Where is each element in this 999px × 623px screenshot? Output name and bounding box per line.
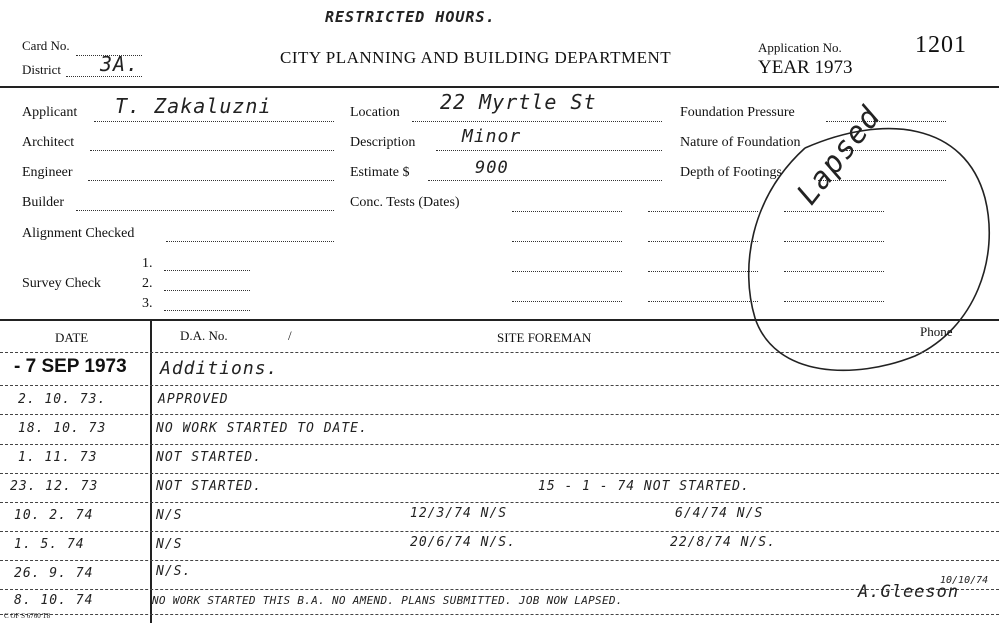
row-line bbox=[0, 352, 999, 353]
conc-line-2 bbox=[512, 241, 622, 242]
col-date: DATE bbox=[55, 330, 89, 345]
row-entry: N/S. bbox=[156, 564, 192, 579]
survey-3: 3. bbox=[142, 296, 153, 311]
engineer-line bbox=[88, 180, 334, 181]
location-line bbox=[412, 121, 662, 122]
applicant-label: Applicant bbox=[22, 105, 78, 120]
row-line bbox=[0, 444, 999, 445]
row-line bbox=[0, 589, 999, 590]
description-label: Description bbox=[350, 135, 416, 150]
architect-label: Architect bbox=[22, 135, 75, 150]
row-date: - 7 SEP 1973 bbox=[14, 356, 127, 377]
row-date: 18. 10. 73 bbox=[18, 421, 107, 436]
builder-line bbox=[76, 210, 334, 211]
row-entry-2: 12/3/74 N/S bbox=[410, 506, 508, 521]
row-entry-2: 15 - 1 - 74 NOT STARTED. bbox=[538, 479, 750, 494]
location-value: 22 Myrtle St bbox=[440, 90, 597, 114]
row-line bbox=[0, 531, 999, 532]
row-date: 8. 10. 74 bbox=[14, 593, 94, 608]
row-line bbox=[0, 473, 999, 474]
row-line bbox=[0, 560, 999, 561]
row-entry: NOT STARTED. bbox=[156, 450, 262, 465]
row-entry-3: 6/4/74 N/S bbox=[675, 506, 764, 521]
estimate-value: 900 bbox=[475, 158, 509, 178]
architect-line bbox=[90, 150, 334, 151]
applicant-line bbox=[94, 121, 334, 122]
col-da-no: D.A. No. bbox=[180, 328, 228, 343]
signature-date: 10/10/74 bbox=[940, 575, 989, 586]
form-code: C OF S 6760 T8 bbox=[4, 612, 51, 620]
row-date: 2. 10. 73. bbox=[18, 392, 107, 407]
row-entry: NOT STARTED. bbox=[156, 479, 262, 494]
date-column-divider bbox=[150, 319, 152, 623]
row-entry: N/S bbox=[156, 537, 183, 552]
builder-label: Builder bbox=[22, 195, 64, 210]
row-entry: N/S bbox=[156, 508, 183, 523]
district-label: District bbox=[22, 62, 61, 77]
foundation-pressure-label: Foundation Pressure bbox=[680, 105, 795, 120]
row-date: 1. 5. 74 bbox=[14, 537, 85, 552]
year-label: YEAR 1973 bbox=[758, 57, 853, 78]
alignment-label: Alignment Checked bbox=[22, 226, 135, 241]
estimate-line bbox=[428, 180, 662, 181]
application-no-label: Application No. bbox=[758, 40, 842, 55]
applicant-value: T. Zakaluzni bbox=[115, 94, 272, 118]
survey-3-line bbox=[164, 310, 250, 311]
conc-line-1 bbox=[512, 211, 622, 212]
application-no: 1201 bbox=[915, 32, 967, 58]
engineer-label: Engineer bbox=[22, 165, 73, 180]
col-phone: Phone bbox=[920, 324, 953, 339]
conc-tests-label: Conc. Tests (Dates) bbox=[350, 195, 460, 210]
row-entry: NO WORK STARTED THIS B.A. NO AMEND. PLANS SUBMITTED. JOB NOW LAPSED. bbox=[152, 594, 623, 607]
row-entry-3: 22/8/74 N/S. bbox=[670, 535, 776, 550]
depth-label: Depth of Footings bbox=[680, 165, 782, 180]
department-title: CITY PLANNING AND BUILDING DEPARTMENT bbox=[280, 48, 672, 67]
nature-label: Nature of Foundation bbox=[680, 135, 801, 150]
survey-1: 1. bbox=[142, 256, 153, 271]
description-value: Minor bbox=[462, 126, 522, 147]
row-date: 23. 12. 73 bbox=[10, 479, 99, 494]
row-line bbox=[0, 502, 999, 503]
col-slash: / bbox=[288, 328, 292, 343]
district-line bbox=[66, 76, 142, 77]
survey-2-line bbox=[164, 290, 250, 291]
col-site-foreman: SITE FOREMAN bbox=[497, 330, 592, 345]
description-line bbox=[436, 150, 662, 151]
location-label: Location bbox=[350, 105, 400, 120]
estimate-label: Estimate $ bbox=[350, 165, 410, 180]
row-line bbox=[0, 385, 999, 386]
card-no-label: Card No. bbox=[22, 38, 70, 53]
row-entry-2: 20/6/74 N/S. bbox=[410, 535, 516, 550]
row-line bbox=[0, 614, 999, 615]
row-date: 26. 9. 74 bbox=[14, 566, 94, 581]
row-entry: NO WORK STARTED TO DATE. bbox=[156, 421, 368, 436]
signature: A.Gleeson bbox=[858, 582, 960, 602]
conc-line-3 bbox=[512, 271, 622, 272]
survey-1-line bbox=[164, 270, 250, 271]
handwritten-title: RESTRICTED HOURS. bbox=[325, 8, 496, 26]
survey-label: Survey Check bbox=[22, 276, 101, 291]
row-date: 1. 11. 73 bbox=[18, 450, 98, 465]
alignment-line bbox=[166, 241, 334, 242]
row-entry: Additions. bbox=[160, 358, 279, 379]
conc-line-4 bbox=[512, 301, 622, 302]
lapsed-stamp: Lapsed bbox=[790, 99, 888, 212]
row-entry: APPROVED bbox=[158, 392, 229, 407]
row-line bbox=[0, 414, 999, 415]
district-value: 3A. bbox=[100, 52, 140, 76]
row-date: 10. 2. 74 bbox=[14, 508, 94, 523]
survey-2: 2. bbox=[142, 276, 153, 291]
